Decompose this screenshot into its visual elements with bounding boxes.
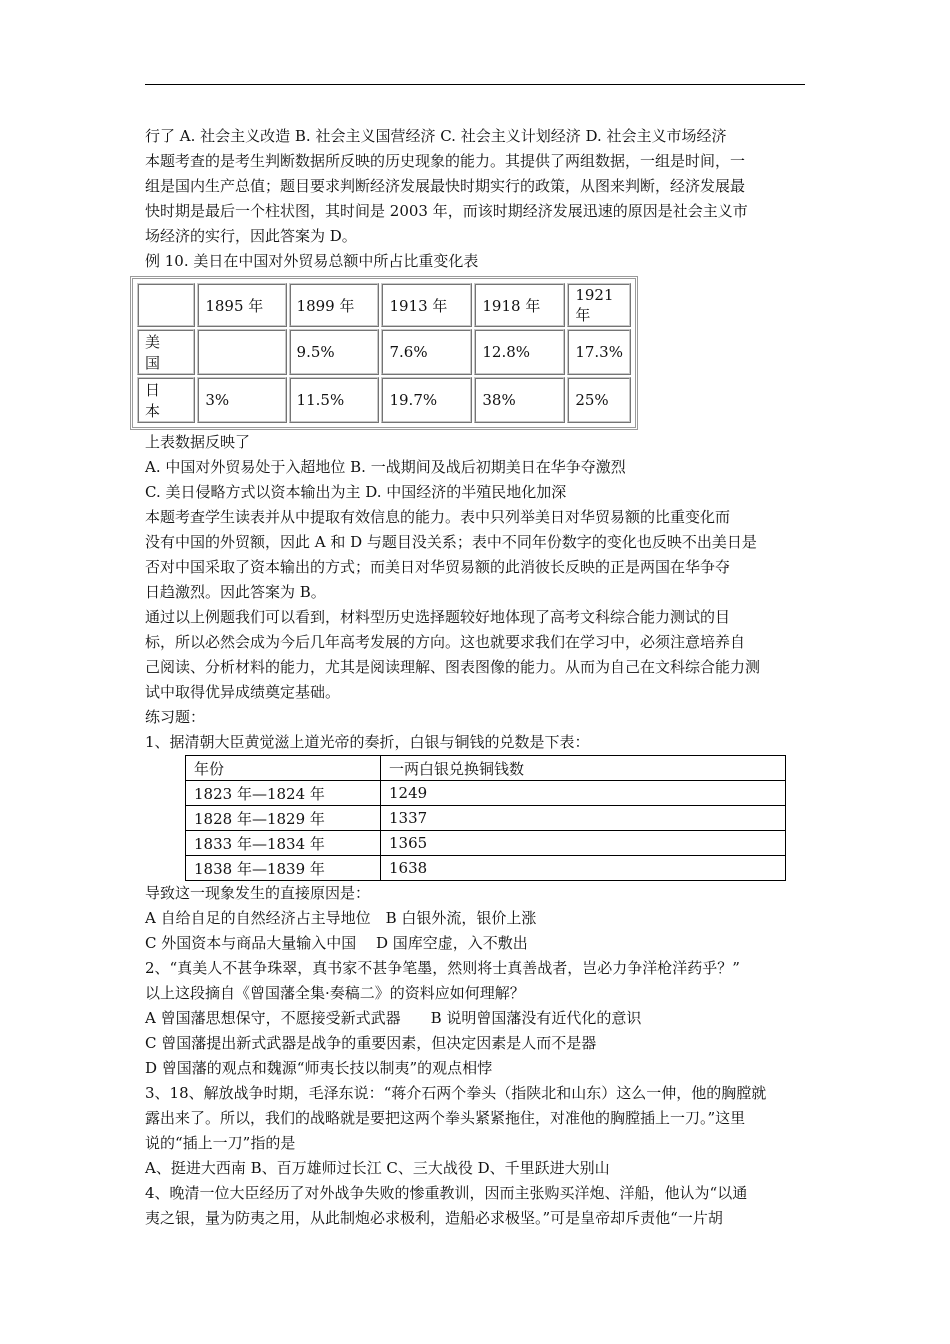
text-line: 己阅读、分析材料的能力，尤其是阅读理解、图表图像的能力。从而为自己在文科综合能力测 <box>145 658 761 676</box>
section-heading: 练习题： <box>145 708 206 726</box>
table-cell: 1823 年—1824 年 <box>186 781 381 806</box>
table-cell <box>137 283 195 327</box>
question-line: 1、据清朝大臣黄觉滋上道光帝的奏折，白银与铜钱的兑数是下表： <box>145 733 590 751</box>
document-body <box>145 124 807 1231</box>
header-rule <box>145 84 805 85</box>
table-cell: 1918 年 <box>474 283 565 327</box>
table-cell: 1838 年—1839 年 <box>186 856 381 881</box>
table-cell <box>197 329 286 375</box>
option-line: A. 中国对外贸易处于入超地位 B. 一战期间及战后初期美日在华争夺激烈 <box>145 458 626 476</box>
question-line: 4、晚清一位大臣经历了对外战争失败的惨重教训，因而主张购买洋炮、洋船，他认为“以通 <box>145 1184 748 1202</box>
text-line: 没有中国的外贸额，因此 A 和 D 与题目没关系；表中不同年份数字的变化也反映不出美日是 <box>145 533 757 551</box>
text-line: 场经济的实行，因此答案为 D。 <box>145 227 357 245</box>
option-line: A 自给自足的自然经济占主导地位 B 白银外流，银价上涨 <box>145 909 537 927</box>
option-line: D 曾国藩的观点和魏源“师夷长技以制夷”的观点相悖 <box>145 1059 493 1077</box>
text-line: 以上这段摘自《曾国藩全集·奏稿二》的资料应如何理解？ <box>145 984 525 1002</box>
table-cell: 1828 年—1829 年 <box>186 806 381 831</box>
text-line: 日趋激烈。因此答案为 B。 <box>145 583 326 601</box>
table-row <box>186 806 786 831</box>
text-line: 导致这一现象发生的直接原因是： <box>145 884 371 902</box>
question-line: 2、“真美人不甚争珠翠，真书家不甚争笔墨，然则将士真善战者，岂必力争洋枪洋药乎？” <box>145 959 740 977</box>
table-cell: 38% <box>474 377 565 423</box>
text-line: 试中取得优异成绩奠定基础。 <box>145 683 341 701</box>
text-line: 否对中国采取了资本输出的方式；而美日对华贸易额的此消彼长反映的正是两国在华争夺 <box>145 558 731 576</box>
option-line: C. 美日侵略方式以资本输出为主 D. 中国经济的半殖民地化加深 <box>145 483 567 501</box>
table-cell: 1913 年 <box>381 283 472 327</box>
text-line: 组是国内生产总值；题目要求判断经济发展最快时期实行的政策，从图来判断，经济发展最 <box>145 177 746 195</box>
text-line: 夷之银，量为防夷之用，从此制炮必求极利，造船必求极坚。”可是皇帝却斥责他“一片胡 <box>145 1209 723 1227</box>
table-cell: 1365 <box>381 831 786 856</box>
table-row <box>186 781 786 806</box>
option-line: A 曾国藩思想保守，不愿接受新式武器 B 说明曾国藩没有近代化的意识 <box>145 1009 642 1027</box>
text-line: 上表数据反映了 <box>145 433 251 451</box>
text-line: 行了 A. 社会主义改造 B. 社会主义国营经济 C. 社会主义计划经济 D. 社会主义市场经济 <box>145 127 727 145</box>
table-row <box>186 856 786 881</box>
table-header-row <box>186 756 786 781</box>
table-cell: 7.6% <box>381 329 472 375</box>
table-cell: 1833 年—1834 年 <box>186 831 381 856</box>
text-line: 通过以上例题我们可以看到，材料型历史选择题较好地体现了高考文科综合能力测试的目 <box>145 608 731 626</box>
text-line: 本题考查的是考生判断数据所反映的历史现象的能力。其提供了两组数据，一组是时间，一 <box>145 152 746 170</box>
trade-share-table-frame <box>130 276 638 430</box>
table-cell: 年份 <box>186 756 381 781</box>
table-cell: 3% <box>197 377 286 423</box>
table-cell: 17.3% <box>567 329 631 375</box>
text-line: 快时期是最后一个柱状图，其时间是 2003 年，而该时期经济发展迅速的原因是社会主义市 <box>145 202 748 220</box>
text-line: 标，所以必然会成为今后几年高考发展的方向。这也就要求我们在学习中，必须注意培养自 <box>145 633 746 651</box>
table-cell: 1895 年 <box>197 283 286 327</box>
table-cell: 1638 <box>381 856 786 881</box>
option-line: A、挺进大西南 B、百万雄师过长江 C、三大战役 D、千里跃进大别山 <box>145 1159 610 1177</box>
table-cell: 25% <box>567 377 631 423</box>
question-line: 3、18、解放战争时期，毛泽东说：“蒋介石两个拳头（指陕北和山东）这么一伸，他的胸膛就 <box>145 1084 767 1102</box>
table-row <box>186 831 786 856</box>
silver-copper-table <box>185 755 786 881</box>
table-row <box>137 377 631 423</box>
text-line: 露出来了。所以，我们的战略就是要把这两个拳头紧紧拖住，对准他的胸膛插上一刀。”这里 <box>145 1109 746 1127</box>
table-cell: 11.5% <box>289 377 380 423</box>
table-cell: 9.5% <box>289 329 380 375</box>
table-cell: 1921 年 <box>567 283 631 327</box>
option-line: C 曾国藩提出新式武器是战争的重要因素，但决定因素是人而不是器 <box>145 1034 597 1052</box>
table-row <box>137 329 631 375</box>
table-cell: 一两白银兑换铜钱数 <box>381 756 786 781</box>
option-line: C 外国资本与商品大量输入中国 D 国库空虚，入不敷出 <box>145 934 528 952</box>
table-cell: 1899 年 <box>289 283 380 327</box>
text-line: 本题考查学生读表并从中提取有效信息的能力。表中只列举美日对华贸易额的比重变化而 <box>145 508 731 526</box>
table-cell: 美 国 <box>137 329 195 375</box>
table-header-row <box>137 283 631 327</box>
example-title: 例 10. 美日在中国对外贸易总额中所占比重变化表 <box>145 252 479 270</box>
table-cell: 日 本 <box>137 377 195 423</box>
table-cell: 1337 <box>381 806 786 831</box>
table-cell: 19.7% <box>381 377 472 423</box>
table-cell: 1249 <box>381 781 786 806</box>
trade-share-table <box>135 281 633 425</box>
text-line: 说的“插上一刀”指的是 <box>145 1134 296 1152</box>
table-cell: 12.8% <box>474 329 565 375</box>
